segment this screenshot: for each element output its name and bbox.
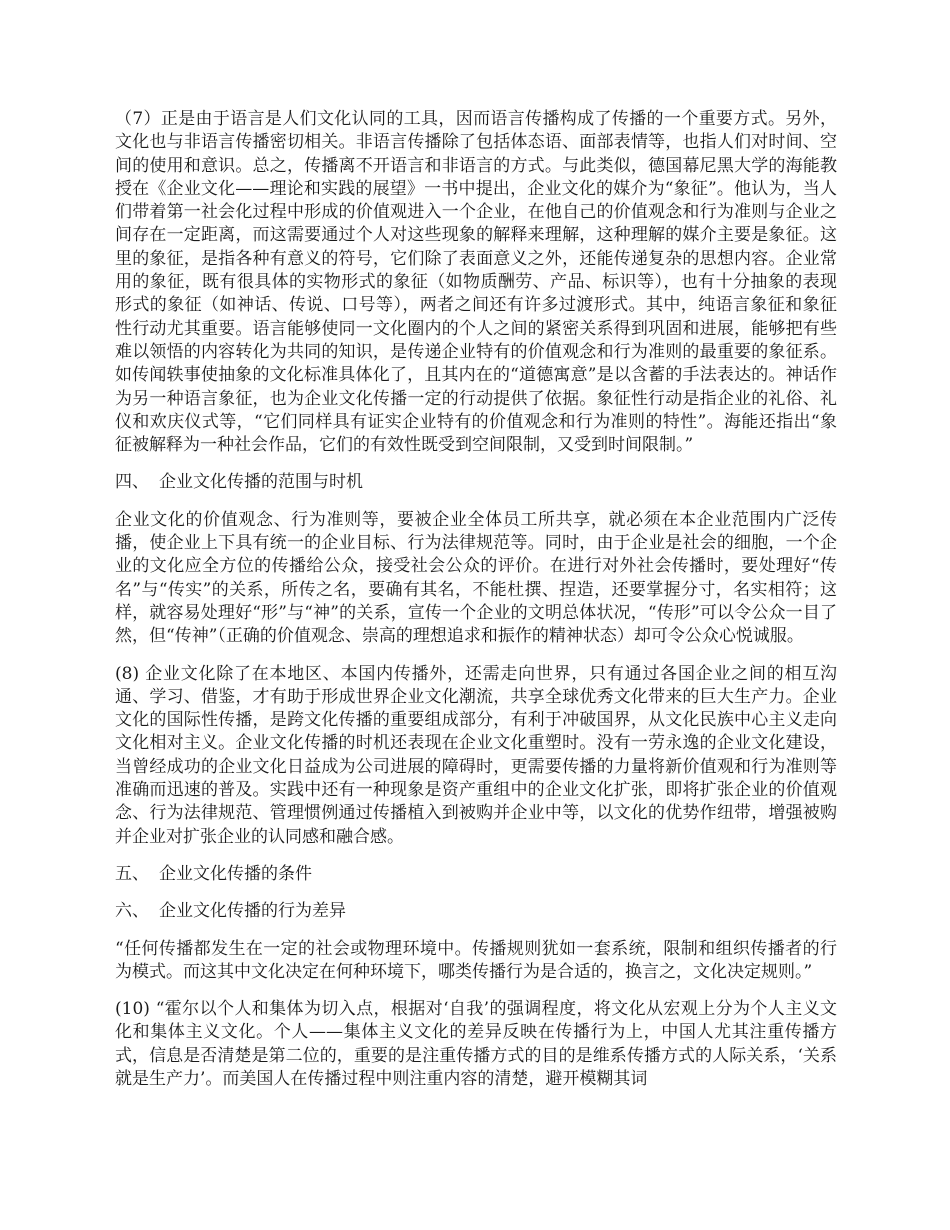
- document-page: [115, 108, 837, 1105]
- section-title: 企业文化传播的范围与时机: [159, 472, 363, 493]
- paragraph-7-language-symbolism: （7）正是由于语言是人们文化认同的工具，因而语言传播构成了传播的一个重要方式。另外，文化也与非语言传播密切相关。非语言传播除了包括体态语、面部表情等，也指人们对时间、空间的使用和意识。总之，传播离不开语言和非语言的方式。与此类似，德国幕尼黑大学的海能教授在《企业文化——理论和实践的展望》一书中提出，企业文化的媒介为“象征”。他认为，当人们带着第一社会化过程中形成的价值观进入一个企业，在他自己的价值观念和行为准则与企业之间存在一定距离，而这需要通过个人对这些现象的解释来理解，这种理解的媒介主要是象征。这里的象征，是指各种有意义的符号，它们除了表面意义之外，还能传递复杂的思想内容。企业常用的象征，既有很具体的实物形式的象征（如物质酬劳、产品、标识等），也有十分抽象的表现形式的象征（如神话、传说、口号等），两者之间还有许多过渡形式。其中，纯语言象征和象征性行动尤其重要。语言能够使同一文化圈内的个人之间的紧密关系得到巩固和进展，能够把有些难以领悟的内容转化为共同的知识，是传递企业特有的价值观念和行为准则的最重要的象征系。如传闻轶事使抽象的文化标准具体化了，且其内在的“道德寓意”是以含蓄的手法表达的。神话作为另一种语言象征，也为企业文化传播一定的行动提供了依据。象征性行动是指企业的礼俗、礼仪和欢庆仪式等，“它们同样具有证实企业特有的价值观念和行为准则的特性”。海能还指出“象征被解释为一种社会作品，它们的有效性既受到空间限制，又受到时间限制。”: [115, 109, 837, 456]
- section-title: 企业文化传播的条件: [159, 863, 312, 884]
- section-title: 企业文化传播的行为差异: [159, 901, 346, 922]
- section-number: 五、: [115, 863, 149, 884]
- paragraph-quote-communication-rules: “任何传播都发生在一定的社会或物理环境中。传播规则犹如一套系统，限制和组织传播者的行为模式。而这其中文化决定在何种环境下，哪类传播行为是合适的，换言之，文化决定规则。”: [115, 938, 837, 982]
- section-number: 四、: [115, 472, 149, 493]
- paragraph-8-international-spread: (8) 企业文化除了在本地区、本国内传播外，还需走向世界，只有通过各国企业之间的相互沟通、学习、借鉴，才有助于形成世界企业文化潮流，共享全球优秀文化带来的巨大生产力。企业文化的国际性传播，是跨文化传播的重要组成部分，有利于冲破国界，从文化民族中心主义走向文化相对主义。企业文化传播的时机还表现在企业文化重塑时。没有一劳永逸的企业文化建设，当曾经成功的企业文化日益成为公司进展的障碍时，更需要传播的力量将新价值观和行为准则等准确而迅速的普及。实践中还有一种现象是资产重组中的企业文化扩张，即将扩张企业的价值观念、行为法律规范、管理惯例通过传播植入到被购并企业中等，以文化的优势作纽带，增强被购并企业对扩张企业的认同感和融合感。: [115, 663, 837, 847]
- paragraph-10-individualism-collectivism: (10) “霍尔以个人和集体为切入点，根据对‘自我’的强调程度，将文化从宏观上分为个人主义文化和集体主义文化。个人——集体主义文化的差异反映在传播行为上，中国人尤其注重传播方式，信息是否清楚是第二位的，重要的是注重传播方式的目的是维系传播方式的人际关系，‘关系就是生产力’。而美国人在传播过程中则注重内容的清楚，避开模糊其词: [115, 999, 837, 1089]
- section-heading-6: [115, 900, 837, 923]
- paragraph-scope-of-spread: 企业文化的价值观念、行为准则等，要被企业全体员工所共享，就必须在本企业范围内广泛传播，使企业上下具有统一的企业目标、行为法律规范等。同时，由于企业是社会的细胞，一个企业的文化应全方位的传播给公众，接受社会公众的评价。在进行对外社会传播时，要处理好“传名”与“传实”的关系，所传之名，要确有其名，不能杜撰、捏造，还要掌握分寸，名实相符；这样，就容易处理好“形”与“神”的关系，宣传一个企业的文明总体状况，“传形”可以令公众一目了然，但“传神”（正确的价值观念、崇高的理想追求和振作的精神状态）却可令公众心悦诚服。: [115, 509, 837, 647]
- section-heading-5: [115, 863, 837, 886]
- section-heading-4: [115, 471, 837, 494]
- section-number: 六、: [115, 901, 149, 922]
